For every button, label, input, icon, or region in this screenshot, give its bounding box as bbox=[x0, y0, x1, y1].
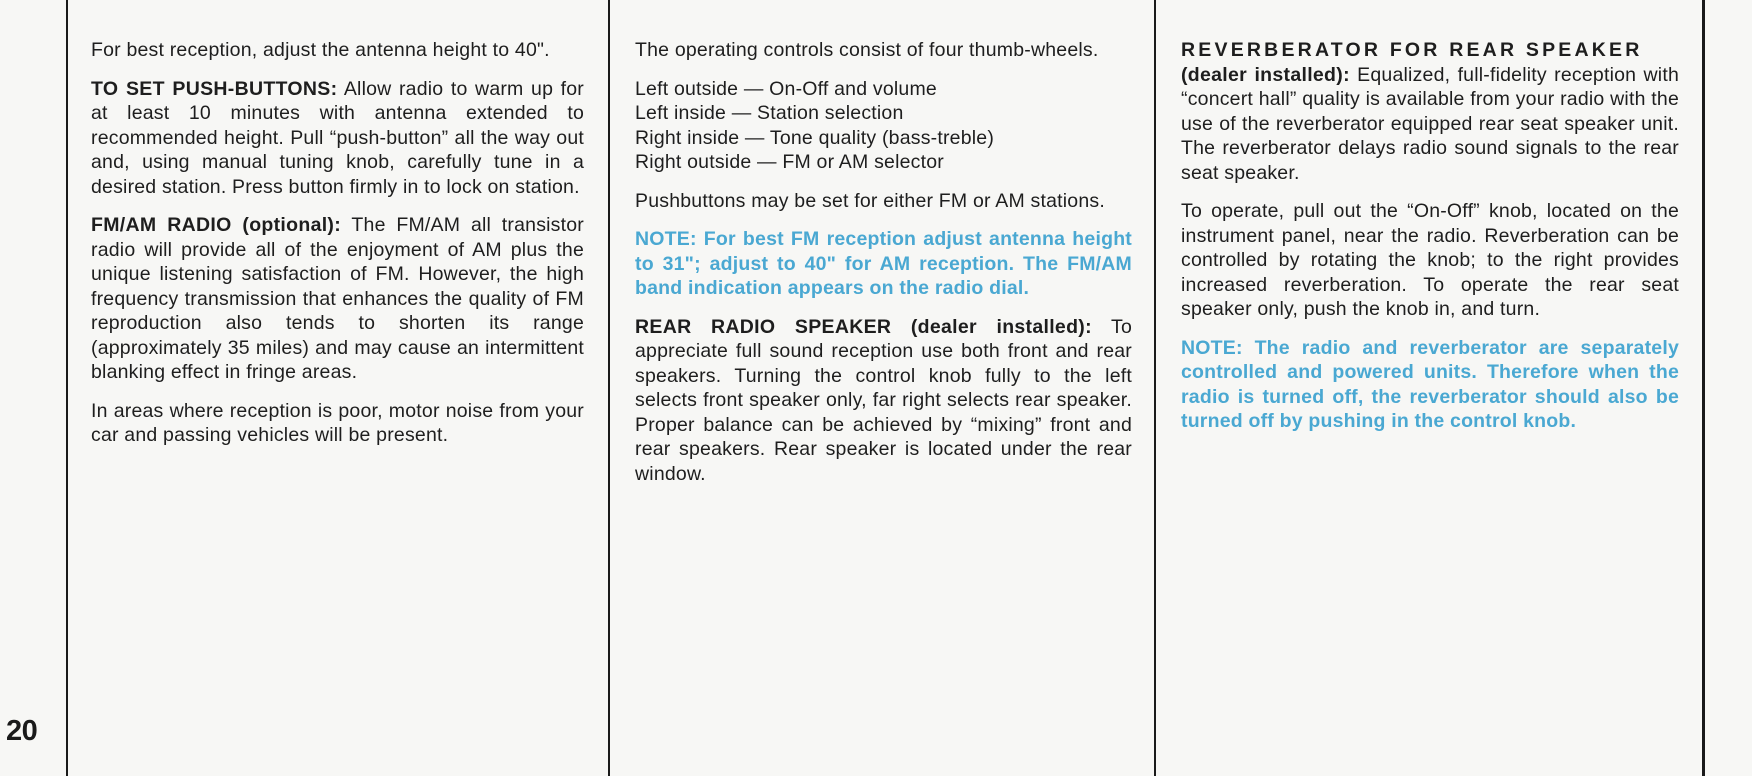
left-margin-rule bbox=[66, 0, 68, 776]
fm-am-radio-text: The FM/AM all transistor radio will provide all of the enjoyment of AM plus the unique listening satisfaction of FM. However, the high frequency transmission that enhances the quality of FM reproduction also tends to shorten its range (approximately 35 miles) and may cause an intermittent blanking effect in fringe areas. bbox=[91, 214, 584, 383]
column-divider-1 bbox=[608, 0, 610, 776]
reverberator-text: Equalized, full-fidelity reception with “concert hall” quality is available from your radio with the use of the reverberator equipped rear seat speaker unit. The reverberator delays radio sound signals to the rear seat speaker. bbox=[1181, 63, 1679, 184]
push-buttons-paragraph bbox=[91, 77, 584, 200]
fm-am-radio-paragraph bbox=[91, 213, 584, 385]
reverberator-paragraph bbox=[1181, 38, 1679, 185]
control-item-left-outside: Left outside — On-Off and volume bbox=[635, 77, 937, 100]
reverberator-heading: REVERBERATOR FOR REAR SPEAKER bbox=[1181, 39, 1643, 61]
right-margin-rule bbox=[1702, 0, 1705, 776]
rear-speaker-heading: REAR RADIO SPEAKER (dealer installed): bbox=[635, 315, 1092, 338]
control-item-right-inside: Right inside — Tone quality (bass-treble) bbox=[635, 126, 995, 149]
pushbuttons-paragraph: Pushbuttons may be set for either FM or AM stations. bbox=[635, 189, 1105, 212]
control-item-left-inside: Left inside — Station selection bbox=[635, 102, 904, 124]
rear-speaker-text: To appreciate full sound reception use both front and rear speakers. Turning the control knob fully to the left selects front speaker only, far right selects rear speaker. Proper balance can be achieved by “mixing” front and rear speakers. Rear speaker is located under the rear window. bbox=[635, 315, 1133, 485]
controls-intro: The operating controls consist of four thumb-wheels. bbox=[635, 39, 1099, 61]
controls-list bbox=[635, 77, 1132, 175]
column-2 bbox=[635, 38, 1132, 500]
push-buttons-heading: TO SET PUSH-BUTTONS: bbox=[91, 77, 338, 100]
fm-am-radio-heading: FM/AM RADIO (optional): bbox=[91, 214, 342, 236]
push-buttons-text: Allow radio to warm up for at least 10 minutes with antenna extended to recommended height. Pull “push-button” all the way out and, using manual tuning knob, carefully tune in a desired station. Press button firmly in to lock on station. bbox=[91, 77, 584, 198]
page-number: 20 bbox=[6, 715, 38, 747]
column-1 bbox=[91, 38, 584, 462]
column-divider-2 bbox=[1154, 0, 1156, 776]
control-item-right-outside: Right outside — FM or AM selector bbox=[635, 151, 944, 173]
antenna-height-paragraph: For best reception, adjust the antenna height to 40". bbox=[91, 39, 550, 61]
poor-reception-paragraph: In areas where reception is poor, motor noise from your car and passing vehicles will be present. bbox=[91, 399, 584, 446]
fm-reception-note: NOTE: For best FM reception adjust antenna height to 31"; adjust to 40" for AM reception. The FM/AM band indication appears on the radio dial. bbox=[635, 228, 1132, 299]
column-3 bbox=[1181, 38, 1679, 448]
reverberator-subheading: (dealer installed): bbox=[1181, 63, 1350, 86]
rear-speaker-paragraph bbox=[635, 315, 1132, 487]
reverberator-note: NOTE: The radio and reverberator are separately controlled and powered units. Therefore when the radio is turned off, the reverberator should also be turned off by pushing in the control knob. bbox=[1181, 336, 1679, 432]
operate-paragraph: To operate, pull out the “On-Off” knob, located on the instrument panel, near the radio. Reverberation can be controlled by rotating the knob; to the right provides increased reverberation. To operate the rear seat speaker only, push the knob in, and turn. bbox=[1181, 200, 1679, 320]
